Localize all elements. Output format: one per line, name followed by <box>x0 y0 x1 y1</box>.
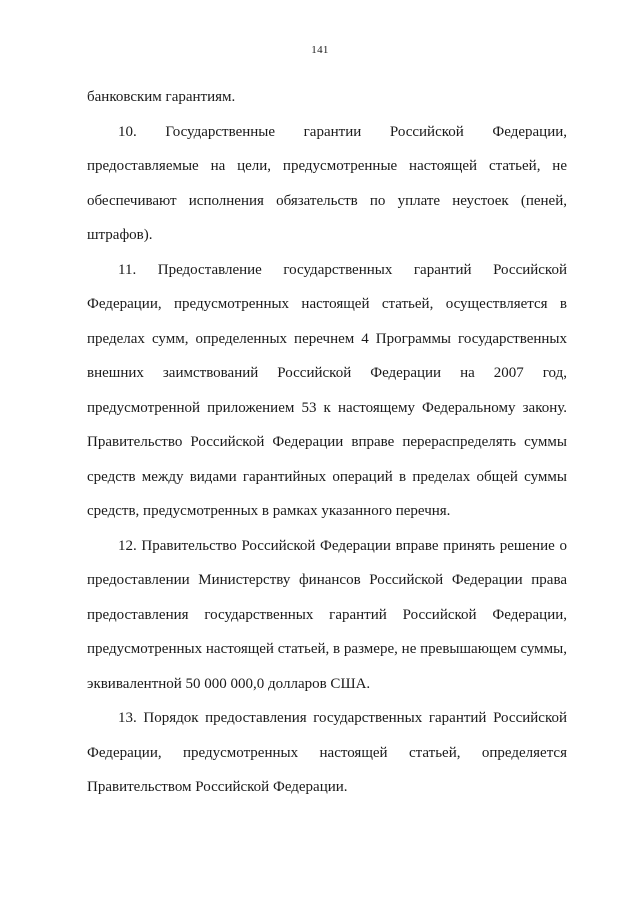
paragraph-line: предусмотренных настоящей статьей, в размере, не превышающем суммы, <box>87 641 567 657</box>
paragraph-line: эквивалентной 50 000 000,0 долларов США. <box>87 675 371 692</box>
paragraph-line: 10. Государственные гарантии Российской Федерации, <box>118 123 567 140</box>
document-body <box>87 80 567 805</box>
paragraph-item-12 <box>87 529 567 702</box>
paragraph-line: банковским гарантиям. <box>87 89 236 105</box>
paragraph-line: штрафов). <box>87 227 153 243</box>
paragraph-continuation <box>87 80 567 115</box>
paragraph-item-10 <box>87 115 567 253</box>
paragraph-line: Федерации, предусмотренных настоящей статьей, определяется <box>87 744 567 761</box>
paragraph-line: предоставления государственных гарантий Российской Федерации, <box>87 606 567 623</box>
paragraph-line: предоставлении Министерству финансов Российской Федерации права <box>87 572 567 588</box>
paragraph-line: 11. Предоставление государственных гарантий Российской <box>118 261 567 278</box>
paragraph-line: Федерации, предусмотренных настоящей статьей, осуществляется в <box>87 296 567 312</box>
paragraph-line: средств между видами гарантийных операций в пределах общей суммы <box>87 468 567 485</box>
paragraph-line: внешних заимствований Российской Федерации на 2007 год, <box>87 365 567 381</box>
paragraph-item-13 <box>87 701 567 805</box>
paragraph-line: 12. Правительство Российской Федерации вправе принять решение о <box>118 537 567 554</box>
paragraph-line: 13. Порядок предоставления государственных гарантий Российской <box>118 710 567 726</box>
paragraph-line: пределах сумм, определенных перечнем 4 Программы государственных <box>87 330 567 347</box>
paragraph-line: Правительством Российской Федерации. <box>87 779 348 795</box>
paragraph-line: обеспечивают исполнения обязательств по уплате неустоек (пеней, <box>87 192 567 209</box>
paragraph-line: средств, предусмотренных в рамках указанного перечня. <box>87 503 451 519</box>
paragraph-item-11 <box>87 253 567 529</box>
paragraph-line: предусмотренной приложением 53 к настоящему Федеральному закону. <box>87 399 567 416</box>
paragraph-line: Правительство Российской Федерации вправе перераспределять суммы <box>87 434 567 450</box>
page-number: 141 <box>311 44 329 56</box>
paragraph-line: предоставляемые на цели, предусмотренные настоящей статьей, не <box>87 158 567 174</box>
